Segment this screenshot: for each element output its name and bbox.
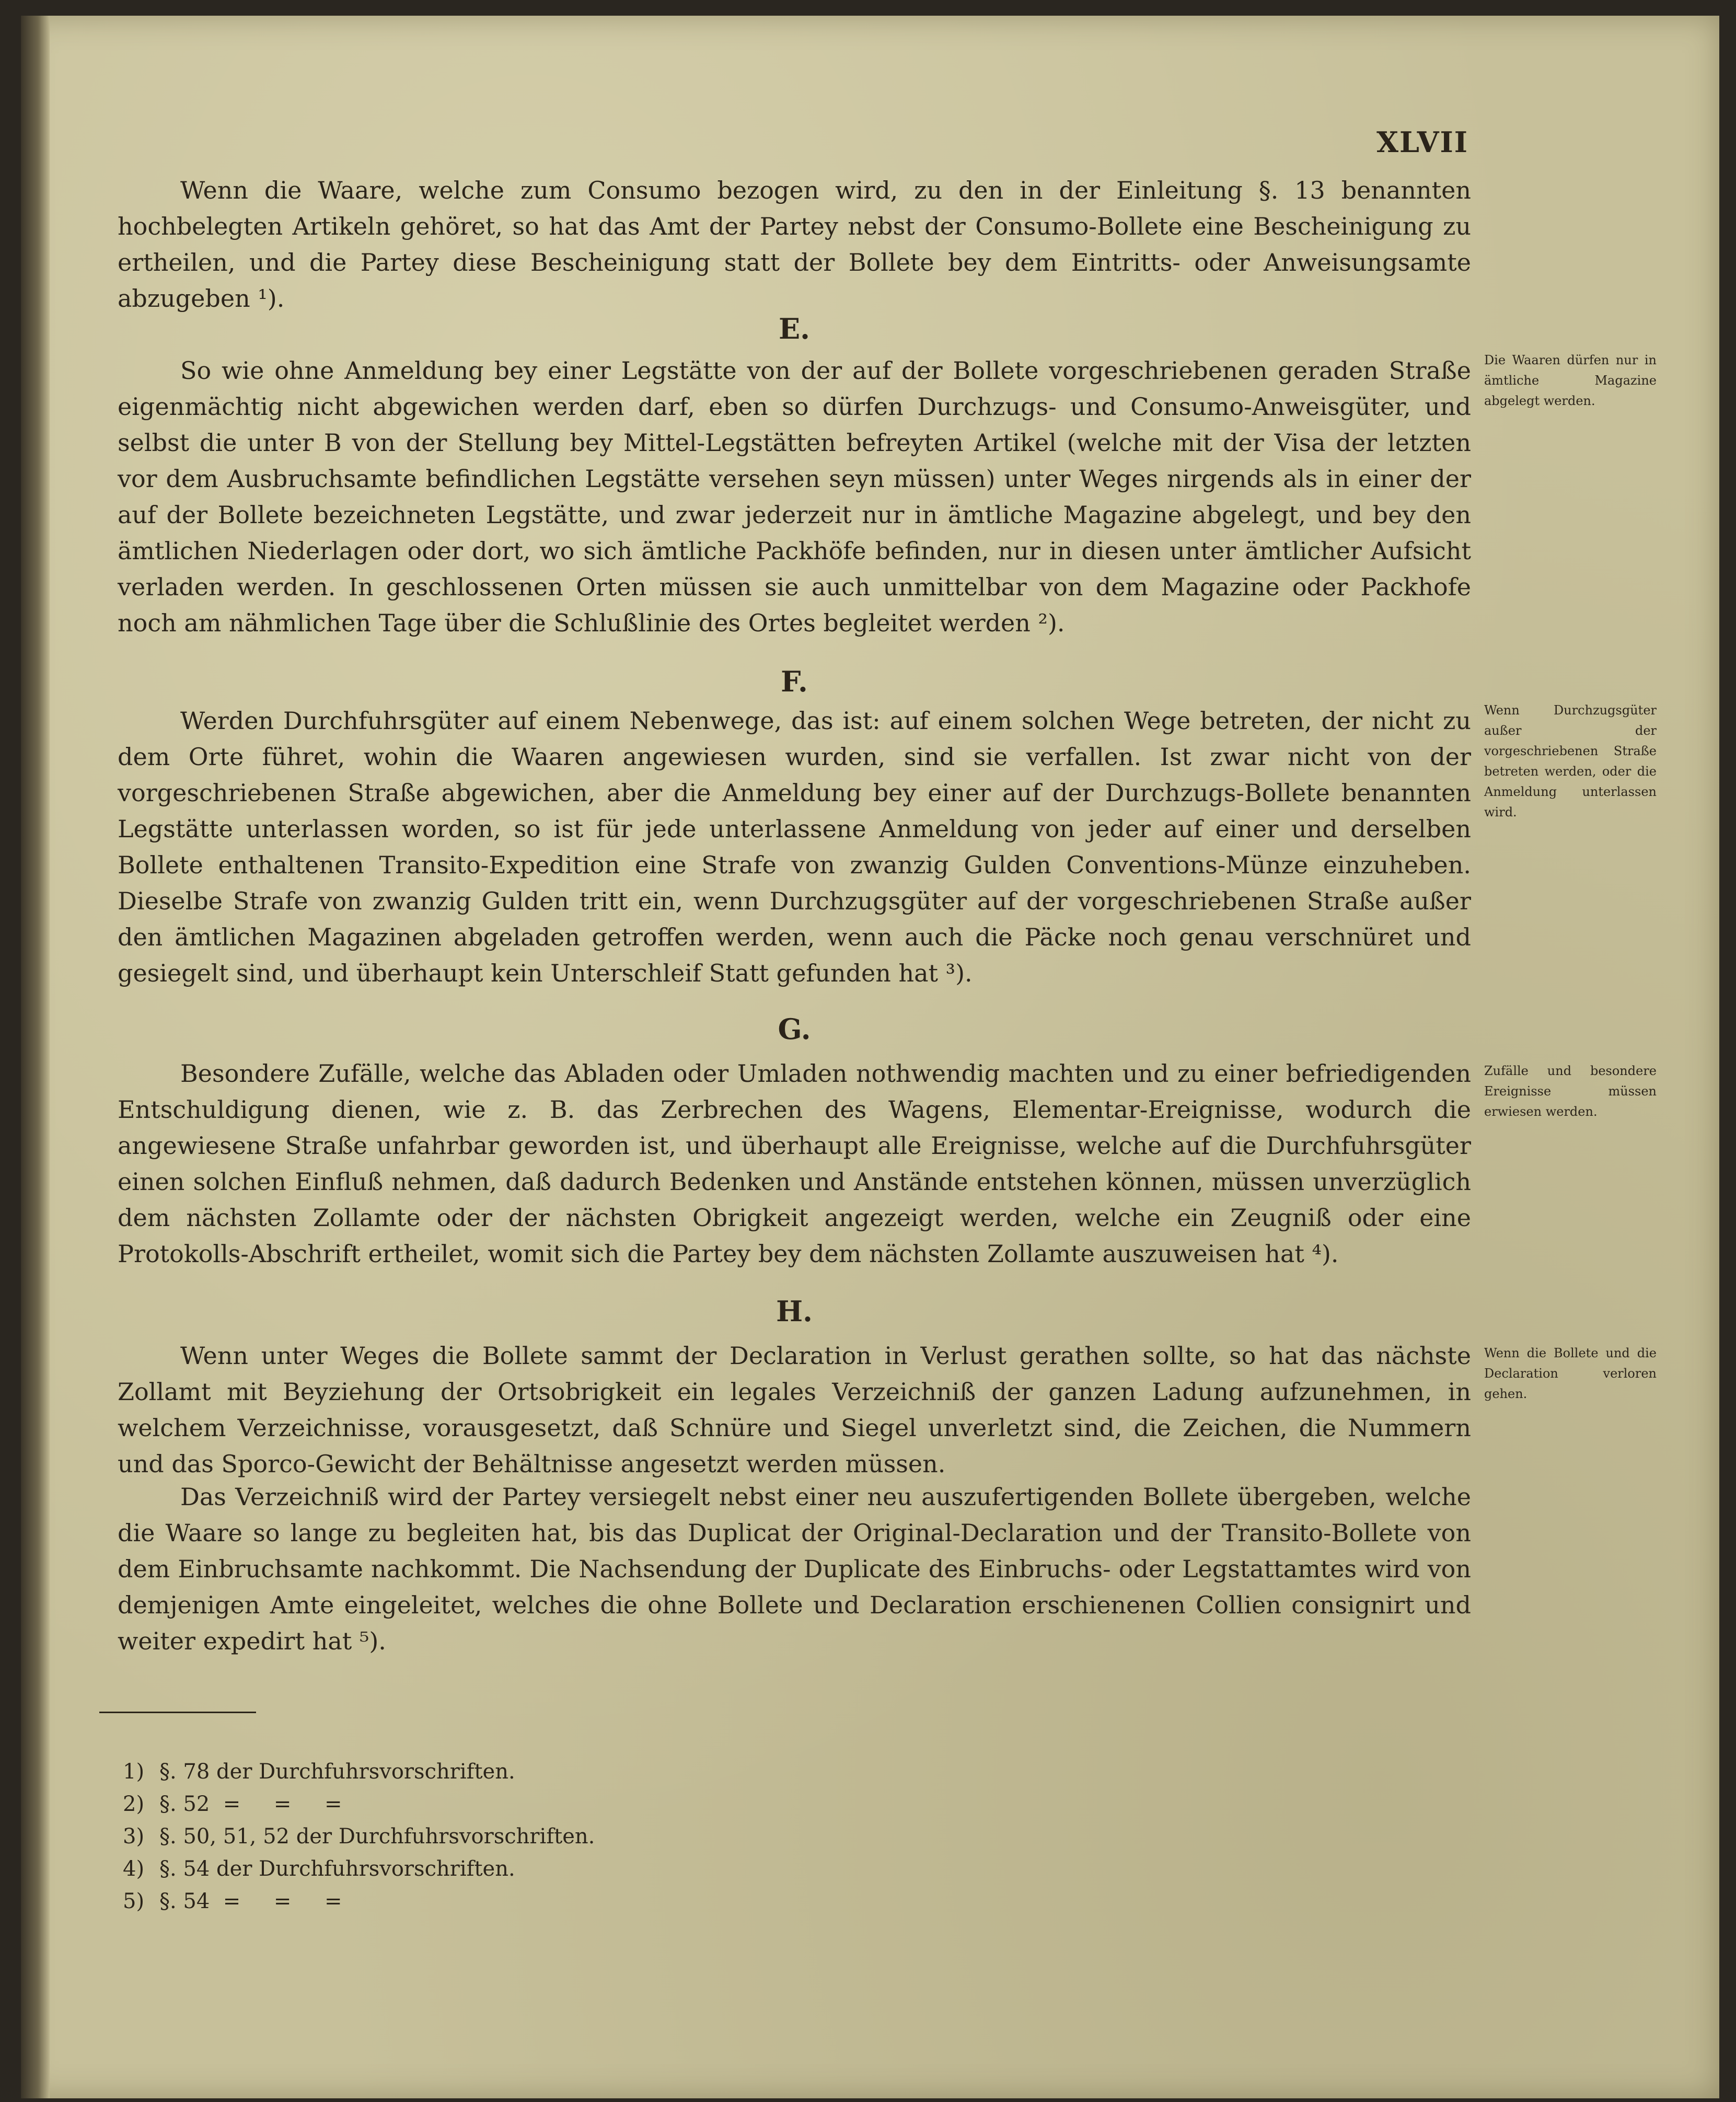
section-e-paragraph: So wie ohne Anmeldung bey einer Legstätte von der auf der Bollete vorgeschriebenen geraden Straße eigenmächtig nicht abgewichen werden darf, eben so dürfen Durchzugs- und Consumo-Anweisgüter, und selbst die unter B von der Stellung bey Mittel-Legstätten befreyten Artikel (welche mit der Visa der letzten vor dem Ausbruchsamte befindlichen Legstätte versehen seyn müssen) unter Weges nirgends als in einer der auf der Bollete bezeichneten Legstätte, und zwar jederzeit nur in ämtliche Magazine abgelegt, und bey den ämtlichen Niederlagen oder dort, wo sich ämtliche Packhöfe befinden, nur in diesen unter ämtlicher Aufsicht verladen werden. In geschlossenen Orten müssen sie auch unmittelbar von dem Magazine oder Packhofe noch am nähmlichen Tage über die Schlußlinie des Ortes begleitet werden ²). [118, 356, 1471, 637]
footnote [123, 1788, 342, 1820]
footnote [123, 1886, 342, 1917]
page-number: XLVII [1376, 125, 1468, 159]
section-h-paragraph-1: Wenn unter Weges die Bollete sammt der Declaration in Verlust gerathen sollte, so hat das nächste Zollamt mit Beyziehung der Ortsobrigkeit ein legales Verzeichniß der ganzen Ladung aufzunehmen, in welchem Verzeichnisse, vorausgesetzt, daß Schnüre und Siegel unverletzt sind, die Zeichen, die Nummern und das Sporco-Gewicht der Behältnisse angesetzt werden müssen. [118, 1342, 1471, 1478]
margin-note-g: Zufälle und besondere Ereignisse müssen erwiesen werden. [1484, 1064, 1657, 1119]
footnote-text: §. 52 = = = [159, 1792, 342, 1816]
section-heading-e: E. [779, 312, 810, 345]
margin-note-h: Wenn die Bollete und die Declaration verloren gehen. [1484, 1346, 1657, 1401]
section-f-paragraph: Werden Durchfuhrsgüter auf einem Nebenwege, das ist: auf einem solchen Wege betreten, der nicht zu dem Orte führet, wohin die Waaren angewiesen wurden, sind sie verfallen. Ist zwar nicht von der vorgeschriebenen Straße abgewichen, aber die Anmeldung bey einer auf der Durchzugs-Bollete benannten Legstätte unterlassen worden, so ist für jede unterlassene Anmeldung von jeder auf einer und derselben Bollete enthaltenen Transito-Expedition eine Strafe von zwanzig Gulden Conventions-Münze einzuheben. Dieselbe Strafe von zwanzig Gulden tritt ein, wenn Durchzugsgüter auf der vorgeschriebenen Straße außer den ämtlichen Magazinen abgeladen getroffen werden, wenn auch die Päcke noch genau verschnüret und gesiegelt sind, und überhaupt kein Unterschleif Statt gefunden hat ³). [118, 707, 1471, 987]
margin-note-e: Die Waaren dürfen nur in ämtliche Magazine abgelegt werden. [1484, 353, 1657, 408]
footnote-text: §. 54 = = = [159, 1889, 342, 1913]
footnote-text: §. 78 der Durchfuhrsvorschriften. [159, 1760, 515, 1784]
footnote-number: 1) [123, 1760, 145, 1784]
footnote-number: 5) [123, 1889, 145, 1913]
footnote-number: 3) [123, 1824, 145, 1849]
section-heading-g: G. [778, 1012, 811, 1046]
page-binding [21, 16, 50, 2098]
section-g-paragraph: Besondere Zufälle, welche das Abladen oder Umladen nothwendig machten und zu einer befriedigenden Entschuldigung dienen, wie z. B. das Zerbrechen des Wagens, Elementar-Ereignisse, wodurch die angewiesene Straße unfahrbar geworden ist, und überhaupt alle Ereignisse, welche auf die Durchfuhrsgüter einen solchen Einfluß nehmen, daß dadurch Bedenken und Anstände entstehen können, müssen unverzüglich dem nächsten Zollamte oder der nächsten Obrigkeit angezeigt werden, welche ein Zeugniß oder eine Protokolls-Abschrift ertheilet, womit sich die Partey bey dem nächsten Zollamte auszuweisen hat ⁴). [118, 1059, 1471, 1268]
section-h-paragraph-2: Das Verzeichniß wird der Partey versiegelt nebst einer neu auszufertigenden Bollete übergeben, welche die Waare so lange zu begleiten hat, bis das Duplicat der Original-Declaration und der Transito-Bollete von dem Einbruchsamte nachkommt. Die Nachsendung der Duplicate des Einbruchs- oder Legstattamtes wird von demjenigen Amte eingeleitet, welches die ohne Bollete und Declaration erschienenen Collien consignirt und weiter expedirt hat ⁵). [118, 1483, 1471, 1655]
intro-paragraph: Wenn die Waare, welche zum Consumo bezogen wird, zu den in der Einleitung §. 13 benannten hochbelegten Artikeln gehöret, so hat das Amt der Partey nebst der Consumo-Bollete eine Bescheinigung zu ertheilen, und die Partey diese Bescheinigung statt der Bollete bey dem Eintritts- oder Anweisungsamte abzugeben ¹). [118, 176, 1471, 313]
book-page [21, 16, 1719, 2098]
footnote [123, 1821, 595, 1852]
footnote [123, 1756, 515, 1787]
footnote-divider [99, 1712, 256, 1713]
footnote-number: 4) [123, 1857, 145, 1881]
footnote-text: §. 50, 51, 52 der Durchfuhrsvorschriften. [159, 1824, 595, 1849]
footnote-text: §. 54 der Durchfuhrsvorschriften. [159, 1857, 515, 1881]
footnote [123, 1853, 515, 1885]
footnote-number: 2) [123, 1792, 145, 1816]
section-heading-h: H. [776, 1295, 813, 1328]
section-heading-f: F. [781, 665, 808, 698]
margin-note-f: Wenn Durchzugsgüter außer der vorgeschriebenen Straße betreten werden, oder die Anmeldung unterlassen wird. [1484, 703, 1657, 819]
